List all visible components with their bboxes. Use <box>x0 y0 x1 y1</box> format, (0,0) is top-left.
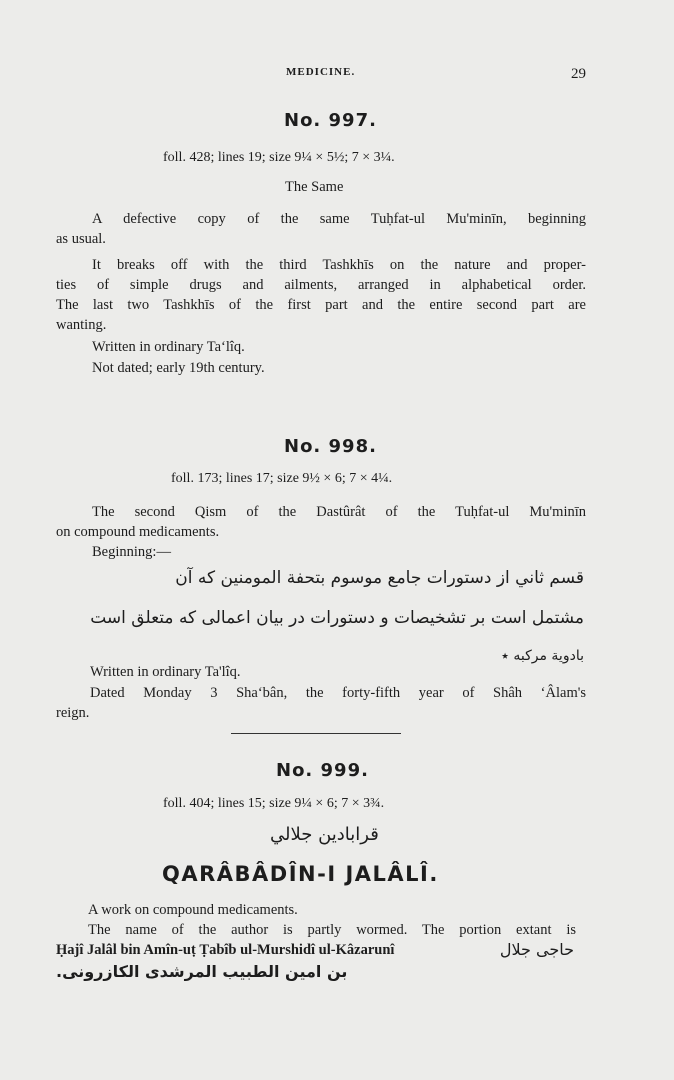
entry-number: No. 999. <box>276 760 369 781</box>
description: A work on compound medicaments. <box>88 902 298 918</box>
paragraph-line: A defective copy of the same Tuḥfat-ul Mu'minīn, beginning <box>92 211 586 227</box>
running-title: MEDICINE. <box>286 66 356 78</box>
script-note: Written in ordinary Ta'lîq. <box>90 664 241 680</box>
date-note: Dated Monday 3 Sha‘bân, the forty-fifth year of Shâh ‘Âlam's <box>90 685 586 701</box>
paragraph-line: The name of the author is partly wormed. The portion extant is <box>88 922 576 938</box>
paragraph-line: ties of simple drugs and ailments, arranged in alphabetical order. <box>56 277 586 293</box>
script-note: Written in ordinary Ta‘lîq. <box>92 339 245 355</box>
entry-title: The Same <box>285 179 344 195</box>
paragraph-line: It breaks off with the third Tashkhīs on the nature and proper- <box>92 257 586 273</box>
work-title: QARÂBÂDÎN-I JALÂLÎ. <box>162 862 439 886</box>
arabic-author: حاجى جلال <box>499 940 574 959</box>
paragraph-line: on compound medicaments. <box>56 524 220 540</box>
arabic-author: بن امين الطبيب المرشدى الكازرونى. <box>56 962 348 981</box>
arabic-line: مشتمل است بر تشخيصات و دستورات در بيان اعمالى كه متعلق است <box>90 608 584 628</box>
author-name: Ḥajî Jalâl bin Amîn-uṭ Ṭabîb ul-Murshidî ul-Kâzarunî <box>56 942 395 958</box>
entry-meta: foll. 404; lines 15; size 9¼ × 6; 7 × 3¾. <box>163 796 385 811</box>
entry-number: No. 997. <box>284 110 377 131</box>
beginning-label: Beginning:— <box>92 544 171 560</box>
date-note: reign. <box>56 705 90 721</box>
arabic-line: قسم ثاني از دستورات جامع موسوم بتحفة المومنين كه آن <box>175 568 584 588</box>
paragraph-line: wanting. <box>56 317 107 333</box>
date-note: Not dated; early 19th century. <box>92 360 265 376</box>
entry-number: No. 998. <box>284 436 377 457</box>
entry-meta: foll. 173; lines 17; size 9½ × 6; 7 × 4¼. <box>171 471 393 486</box>
paragraph-line: as usual. <box>56 231 106 247</box>
entry-meta: foll. 428; lines 19; size 9¼ × 5½; 7 × 3¼. <box>163 150 395 165</box>
arabic-line: بادوية مركبه ٭ <box>501 648 584 664</box>
page-number: 29 <box>571 66 586 82</box>
paragraph-line: The last two Tashkhīs of the first part and the entire second part are <box>56 297 586 313</box>
arabic-title: قرابادين جلالي <box>270 824 379 845</box>
section-divider <box>231 733 401 734</box>
paragraph-line: The second Qism of the Dastûrât of the Tuḥfat-ul Mu'minīn <box>92 504 586 520</box>
